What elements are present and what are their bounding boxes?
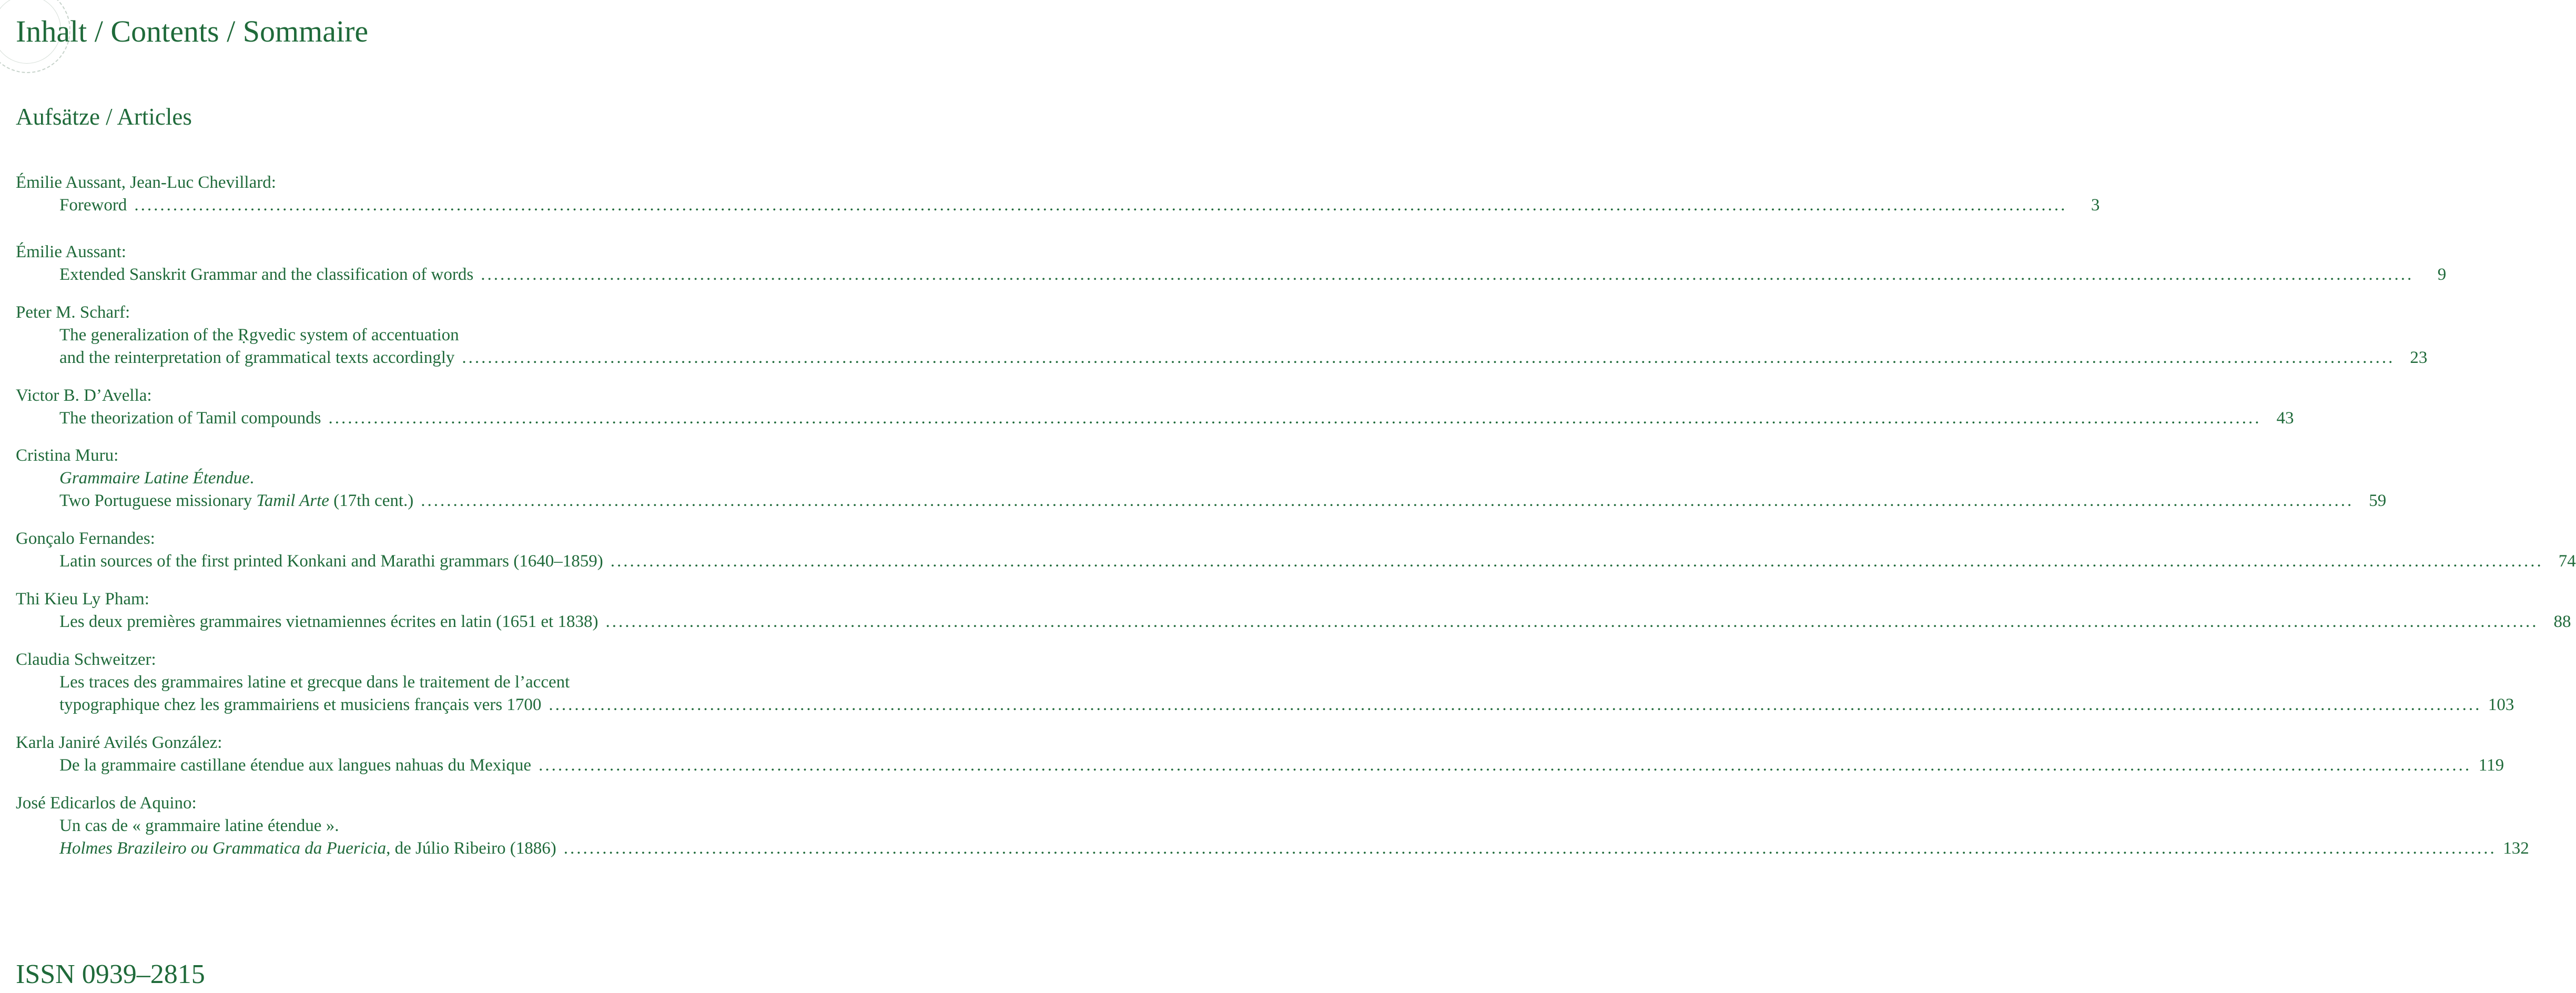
entry-title <box>59 673 577 692</box>
entry-title <box>59 194 134 217</box>
entry-title-part: The theorization of Tamil compounds <box>59 409 321 428</box>
entry-title-line <box>16 815 703 837</box>
toc-entry <box>16 732 2504 777</box>
entry-author: Gonçalo Fernandes: <box>16 529 155 548</box>
toc-entry <box>16 241 2447 286</box>
dot-leader: ............................................................................................................................................................................................................................................................................................................ <box>539 756 2472 775</box>
entry-title <box>59 347 462 369</box>
entry-title-line <box>16 671 703 694</box>
entry-title-part: Les deux premières grammaires vietnamiennes écrites en latin (1651 et 1838) <box>59 612 599 631</box>
entry-author: Émilie Aussant: <box>16 242 126 261</box>
entry-title <box>59 611 605 633</box>
entry-title-line <box>16 611 2571 633</box>
entry-author: Claudia Schweitzer: <box>16 650 156 669</box>
entry-title <box>59 264 481 286</box>
entry-author: Victor B. D’Avella: <box>16 386 152 405</box>
entry-title-part: Latin sources of the first printed Konkani and Marathi grammars (1640–1859) <box>59 552 603 571</box>
section-heading: Aufsätze / Articles <box>16 104 192 130</box>
entry-title-part: Extended Sanskrit Grammar and the classification of words <box>59 265 474 284</box>
page-number: 59 <box>2369 491 2387 510</box>
entry-title-part: and the reinterpretation of grammatical texts accordingly <box>59 348 455 367</box>
entry-title <box>59 837 564 860</box>
entry-title-italic: Holmes Brazileiro ou Grammatica da Puericia <box>59 839 387 858</box>
entry-title-line <box>16 347 2428 369</box>
entry-title-part: (17th cent.) <box>329 491 414 510</box>
toc-entry <box>16 301 2428 369</box>
entry-title-line <box>16 694 2514 716</box>
entry-author: José Edicarlos de Aquino: <box>16 794 197 813</box>
dot-leader: ............................................................................................................................................................................................................................................................................................................ <box>605 612 2539 631</box>
entry-title-line <box>16 490 2387 512</box>
entry-title <box>59 550 611 573</box>
dot-leader: ............................................................................................................................................................................................................................................................................................................ <box>481 265 2414 284</box>
page-number: 119 <box>2478 756 2504 775</box>
toc-entry <box>16 384 2294 430</box>
entry-title-line <box>16 550 2576 573</box>
entry-title <box>59 490 421 512</box>
entry-author: Cristina Muru: <box>16 446 119 465</box>
entry-title-part: The generalization of the Ṛgvedic system of accentuation <box>59 326 459 344</box>
entry-title-line <box>16 264 2447 286</box>
page-number: 9 <box>2437 265 2447 284</box>
entry-title <box>59 407 328 430</box>
entry-title <box>59 816 346 835</box>
entry-author: Peter M. Scharf: <box>16 303 130 322</box>
page-number: 132 <box>2503 839 2529 858</box>
entry-author: Émilie Aussant, Jean-Luc Chevillard: <box>16 173 276 192</box>
page-number: 74 <box>2558 552 2576 571</box>
entry-title-line <box>16 754 2504 777</box>
toc-entry <box>16 444 2387 512</box>
entry-title-part: typographique chez les grammairiens et musiciens français vers 1700 <box>59 695 542 714</box>
page-number: 43 <box>2276 409 2294 428</box>
entry-title <box>59 754 539 777</box>
entry-title-italic: Tamil Arte <box>256 491 329 510</box>
entry-title-italic: Grammaire Latine Étendue <box>59 469 250 488</box>
toc-entry <box>16 792 2529 860</box>
dot-leader: ............................................................................................................................................................................................................................................................................................................ <box>462 348 2395 367</box>
entry-title <box>59 469 261 488</box>
dot-leader: ............................................................................................................................................................................................................................................................................................................ <box>563 839 2497 858</box>
entry-title-part: Foreword <box>59 196 127 215</box>
dot-leader: ............................................................................................................................................................................................................................................................................................................ <box>134 196 2067 215</box>
entry-author: Karla Janiré Avilés González: <box>16 733 222 752</box>
toc-entry <box>16 528 2576 573</box>
issn-number: ISSN 0939–2815 <box>16 959 205 989</box>
toc-entry <box>16 171 2100 217</box>
entry-title-line <box>16 837 2529 860</box>
entry-title-part: Les traces des grammaires latine et grecque dans le traitement de l’accent <box>59 673 570 692</box>
toc-entry <box>16 649 2514 716</box>
entry-title-part: De la grammaire castillane étendue aux langues nahuas du Mexique <box>59 756 532 775</box>
page-number: 88 <box>2553 612 2571 631</box>
page-number: 3 <box>2091 196 2100 215</box>
entry-title <box>59 326 466 344</box>
page-number: 23 <box>2410 348 2428 367</box>
dot-leader: ............................................................................................................................................................................................................................................................................................................ <box>328 409 2261 428</box>
entry-title-part: Un cas de « grammaire latine étendue ». <box>59 816 339 835</box>
page-number: 103 <box>2488 695 2514 714</box>
entry-title-line <box>16 407 2294 430</box>
page-title: Inhalt / Contents / Sommaire <box>16 14 369 48</box>
dot-leader: ............................................................................................................................................................................................................................................................................................................ <box>421 491 2354 510</box>
entry-author: Thi Kieu Ly Pham: <box>16 590 149 609</box>
dot-leader: ............................................................................................................................................................................................................................................................................................................ <box>610 552 2543 571</box>
entry-title <box>59 694 549 716</box>
entry-title-part: , de Júlio Ribeiro (1886) <box>386 839 556 858</box>
toc-entry <box>16 588 2571 633</box>
entry-title-line <box>16 194 2100 217</box>
entry-title-part: . <box>249 469 254 488</box>
entry-title-line <box>16 467 703 490</box>
entry-title-line <box>16 324 703 347</box>
entry-title-part: Two Portuguese missionary <box>59 491 257 510</box>
dot-leader: ............................................................................................................................................................................................................................................................................................................ <box>549 695 2482 714</box>
